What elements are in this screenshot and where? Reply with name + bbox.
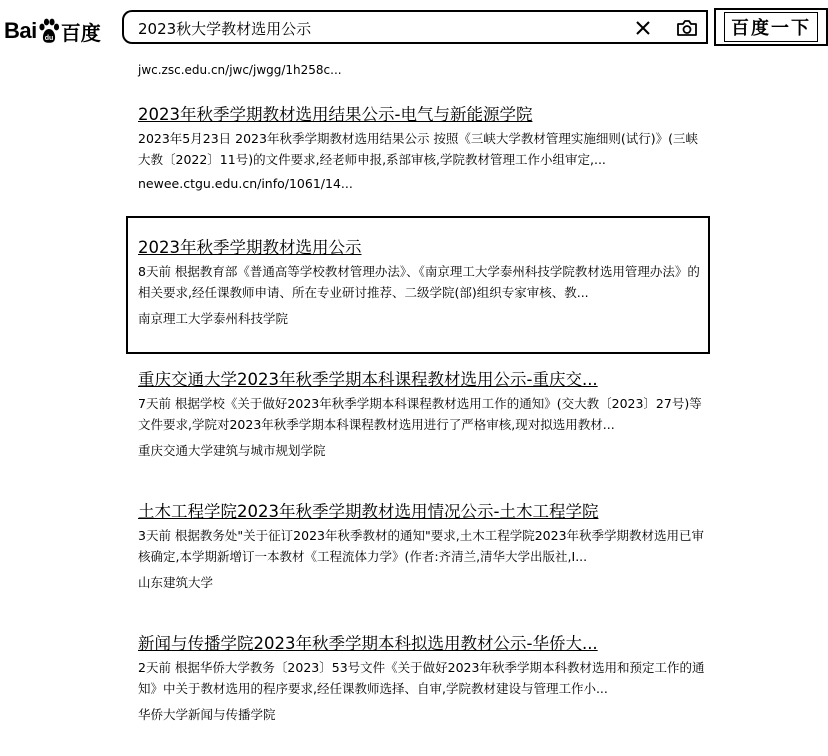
result-abstract: 7天前 根据学校《关于做好2023年秋季学期本科课程教材选用工作的通知》(交大教〔2023〕27号)等文件要求,学院对2023年秋季学期本科课程教材选用进行了严格审核,现对拟选用教材... <box>138 396 702 432</box>
result-source[interactable]: 南京理工大学泰州科技学院 <box>138 311 289 326</box>
search-result <box>138 498 708 591</box>
search-button-label: 百度一下 <box>724 12 818 42</box>
result-source[interactable]: 山东建筑大学 <box>138 575 214 590</box>
camera-icon[interactable] <box>676 18 698 38</box>
result-title[interactable]: 2023年秋季学期教材选用结果公示-电气与新能源学院 <box>138 105 533 124</box>
result-title[interactable]: 重庆交通大学2023年秋季学期本科课程教材选用公示-重庆交... <box>138 370 598 389</box>
result-source[interactable]: 华侨大学新闻与传播学院 <box>138 707 276 722</box>
search-input[interactable] <box>122 10 708 44</box>
close-icon[interactable] <box>634 19 652 37</box>
result-title[interactable]: 土木工程学院2023年秋季学期教材选用情况公示-土木工程学院 <box>138 502 599 521</box>
result-abstract: 2天前 根据华侨大学教务〔2023〕53号文件《关于做好2023年秋季学期本科教材选用和预定工作的通知》中关于教材选用的程序要求,经任课教师选择、自审,学院教材建设与管理工作小... <box>138 660 705 696</box>
search-result <box>138 101 708 191</box>
search-result <box>138 366 708 459</box>
logo-chinese: 百度 <box>60 20 101 45</box>
paw-icon <box>38 18 60 44</box>
result-abstract: 3天前 根据教务处"关于征订2023年秋季教材的通知"要求,土木工程学院2023年秋季学期教材选用已审核确定,本学期新增订一本教材《工程流体力学》(作者:齐清兰,清华大学出版社,I... <box>138 528 705 564</box>
baidu-logo[interactable] <box>4 14 101 48</box>
result-abstract: 2023年5月23日 2023年秋季学期教材选用结果公示 按照《三峡大学教材管理实施细则(试行)》(三峡大教〔2022〕11号)的文件要求,经老师申报,系部审核,学院教材管理工作小组审定,... <box>138 131 699 167</box>
svg-text:du: du <box>44 35 54 42</box>
search-result <box>138 630 708 723</box>
result-url-fragment[interactable]: jwc.zsc.edu.cn/jwc/jwgg/1h258c... <box>138 63 342 77</box>
result-title[interactable]: 新闻与传播学院2023年秋季学期本科拟选用教材公示-华侨大... <box>138 634 598 653</box>
result-title[interactable]: 2023年秋季学期教材选用公示 <box>138 238 362 257</box>
header <box>0 0 828 60</box>
result-abstract: 8天前 根据教育部《普通高等学校教材管理办法》、《南京理工大学泰州科技学院教材选用管理办法》的相关要求,经任课教师申请、所在专业研讨推荐、二级学院(部)组织专家审核、教... <box>138 264 700 300</box>
search-query[interactable]: 2023秋大学教材选用公示 <box>138 20 312 38</box>
search-result <box>138 234 708 327</box>
result-source[interactable]: 重庆交通大学建筑与城市规划学院 <box>138 443 326 458</box>
search-button[interactable] <box>714 8 828 46</box>
logo-latin: Bai <box>4 18 37 43</box>
result-source[interactable]: newee.ctgu.edu.cn/info/1061/14... <box>138 176 353 191</box>
